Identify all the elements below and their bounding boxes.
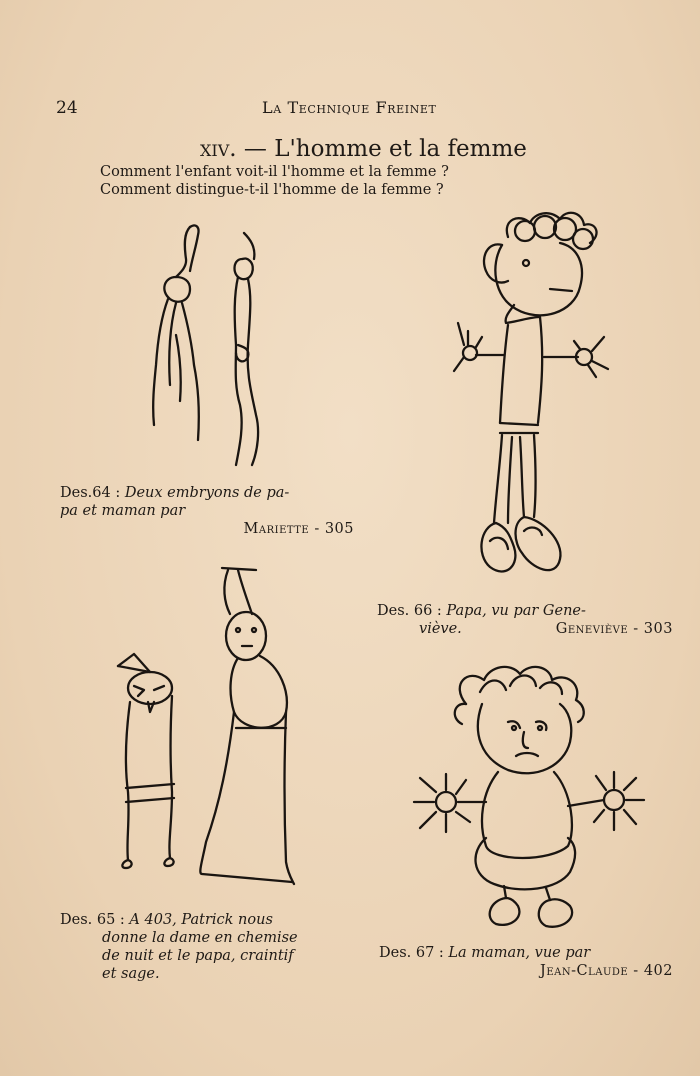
caption-label: Des. 66 : bbox=[377, 603, 442, 619]
caption-text: de nuit et le papa, craintif bbox=[102, 948, 294, 964]
chapter-title bbox=[200, 136, 527, 162]
drawing-embryos bbox=[140, 215, 280, 475]
chapter-number: xiv. bbox=[200, 136, 237, 162]
caption-text: Deux embryons de pa- bbox=[124, 485, 290, 501]
caption-text: La maman, vue par bbox=[448, 945, 591, 961]
caption-label: Des.64 : bbox=[60, 485, 121, 501]
caption-text: A 403, Patrick nous bbox=[129, 912, 273, 928]
caption-text: pa et maman par bbox=[60, 503, 186, 519]
caption-author: Mariette - 305 bbox=[243, 521, 354, 537]
caption-author: Jean-Claude - 402 bbox=[540, 963, 673, 979]
running-title: La Technique Freinet bbox=[262, 98, 437, 117]
drawing-maman bbox=[410, 662, 650, 932]
caption-des-66 bbox=[377, 602, 677, 638]
question-line-2: Comment distingue-t-il l'homme de la femme ? bbox=[100, 182, 444, 198]
caption-text: viève. bbox=[419, 621, 462, 637]
caption-des-67 bbox=[379, 944, 679, 980]
question-line-1: Comment l'enfant voit-il l'homme et la femme ? bbox=[100, 164, 449, 180]
caption-text: et sage. bbox=[102, 966, 160, 982]
caption-des-64 bbox=[60, 484, 360, 538]
caption-label: Des. 67 : bbox=[379, 945, 444, 961]
caption-author: Geneviève - 303 bbox=[555, 621, 673, 637]
caption-des-65 bbox=[60, 911, 320, 983]
caption-label: Des. 65 : bbox=[60, 912, 125, 928]
drawing-papa bbox=[450, 205, 620, 595]
caption-text: donne la dame en chemise bbox=[102, 930, 298, 946]
caption-text: Papa, vu par Gene- bbox=[446, 603, 586, 619]
page-number: 24 bbox=[56, 98, 78, 118]
chapter-heading: — L'homme et la femme bbox=[243, 136, 527, 162]
drawing-dame-et-papa bbox=[110, 562, 310, 902]
